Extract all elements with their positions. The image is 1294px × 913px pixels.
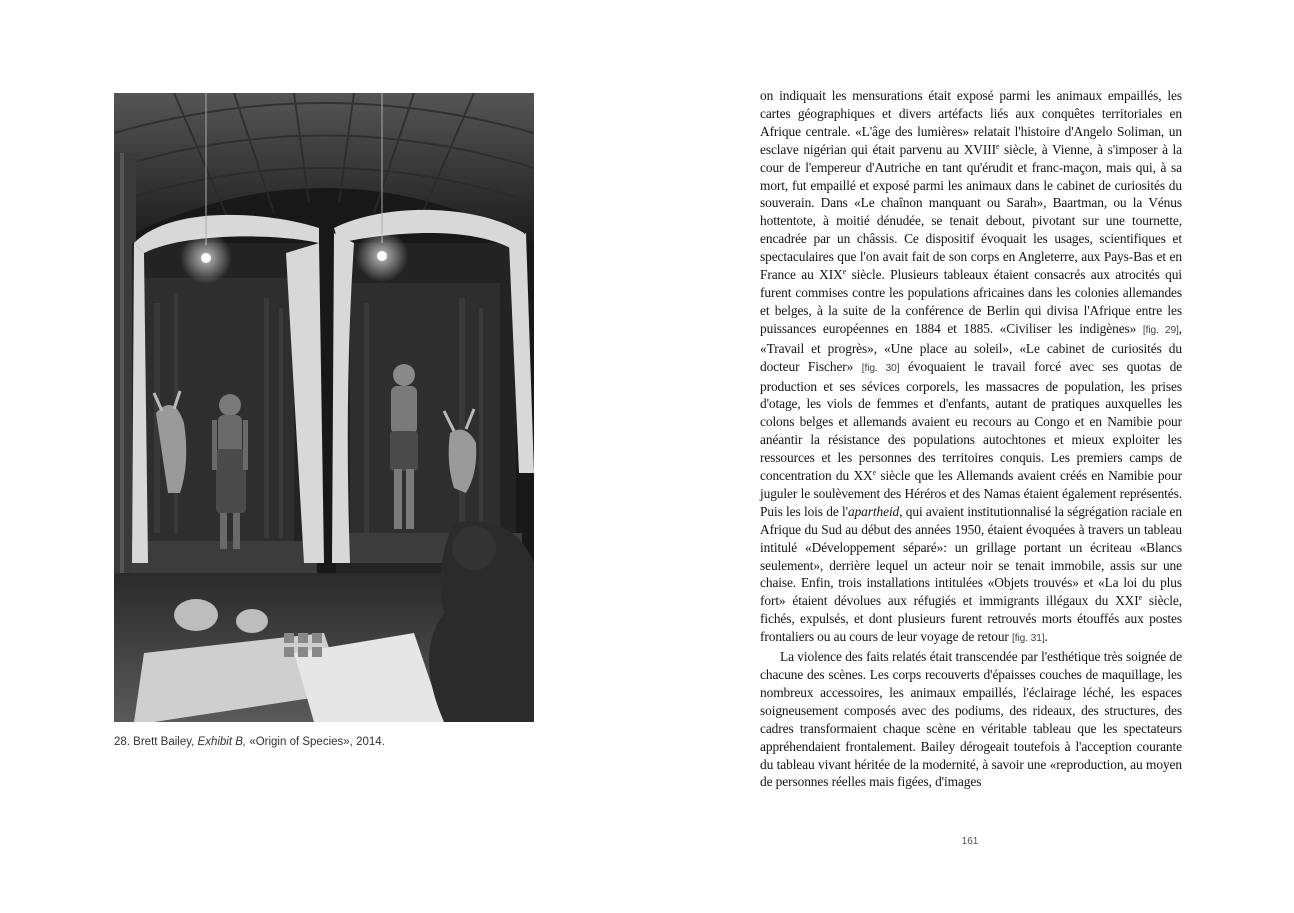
paragraph-2: La violence des faits relatés était transcendée par l'esthétique très soignée de chacune des scènes. Les corps recouverts d'épaisses couches de maquillage, les nombreux accessoires, les animaux empaillés, l'éclairage léché, les espaces soigneusement composés avec des podiums, des rideaux, des structures, des cadres transformaient chaque scène en véritable tableau que les spectateurs appréhendaient frontalement. Bailey dérogeait toutefois à l'acception courante du tableau vivant héritée de la modernité, à savoir une «reproduction, au moyen de personnes réelles mais figées, d'images [760, 649, 1182, 790]
page-number: 161 [961, 836, 979, 847]
caption-title: Exhibit B, [197, 736, 247, 748]
superscript: e [995, 141, 1000, 151]
italic-term: apartheid [847, 503, 900, 519]
text-run: siècle, fichés, expulsés, et dont plusieurs furent retrouvés morts étouffés aux postes frontaliers ou au cours de leur voyage de retour [760, 593, 1182, 645]
figure-reference[interactable]: [fig. 29] [1142, 324, 1179, 336]
text-run: siècle que les Allemands avaient créés en Namibie pour juguler le soulèvement des Héréros et des Namas étaient également représentés. Puis les lois de l' [760, 468, 1182, 519]
superscript: e [872, 468, 877, 478]
text-run: . [1044, 629, 1048, 645]
text-run: , qui avaient institutionnalisé la ségrégation raciale en Afrique du Sud au début des années 1950, étaient évoquées à travers un tableau intitulé «Développement séparé»: un grillage portant un écriteau «Blancs seulement», derrière lequel un acteur noir se tenait immobile, assis sur une chaise. Enfin, trois installations intitulées «Objets trouvés» et «La loi du plus fort» étaient dévolues aux réfugiés et immigrants illégaux du XXI [760, 503, 1182, 609]
figure-caption [114, 736, 534, 748]
figure-reference[interactable]: [fig. 30] [861, 362, 900, 374]
text-run: on indiquait les mensurations était exposé parmi les animaux empaillés, les cartes géographiques et divers artéfacts liés aux conquêtes territoriales en Afrique centrale. «L'âge des lumières» relatait l'histoire d'Angelo Soliman, un esclave nigérian qui était parvenu au XVIII [760, 88, 1182, 157]
paragraph-1 [760, 87, 1182, 648]
caption-rest: «Origin of Species», 2014. [249, 736, 385, 748]
superscript: e [842, 267, 847, 277]
figure-reference[interactable]: [fig. 31] [1012, 633, 1045, 645]
text-run: siècle, à Vienne, à s'imposer à la cour de l'empereur d'Autriche en tant qu'érudit et franc-maçon, mais qui, à sa mort, fut empaillé et exposé parmi les animaux dans le cabinet de curiosités du souverain. Dans «Le chaînon manquant ou Sarah», Baartman, ou la Vénus hottentote, à moitié dénudée, se tenait debout, pivotant sur une tournette, encadrée par un châssis. Ce dispositif évoquait les usages, scientifiques et spectaculaires que l'on avait fait de son corps en Angleterre, aux Pays-Bas et en France au XIX [760, 141, 1183, 283]
text-run: siècle. Plusieurs tableaux étaient consacrés aux atrocités qui furent commises contre les populations africaines dans les colonies allemandes et belges, à la suite de la conférence de Berlin qui divisa l'Afrique entre les puissances européennes en 1884 et 1885. «Civiliser les indigènes» [760, 267, 1182, 336]
exhibit-photo [114, 93, 534, 722]
text-run: évoquaient le travail forcé avec ses quotas de production et ses sévices corporels, les massacres de population, les prises d'otage, les viols de femmes et d'enfants, autant de pratiques auxquelles les colons belges et allemands avaient eu recours au Congo et en Namibie pour anéantir la résistance des populations autochtones et mieux exploiter les ressources et les personnes des territoires conquis. Les premiers camps de concentration du XX [760, 358, 1183, 484]
caption-number: 28. Brett Bailey, [114, 736, 195, 748]
text-run: , «Travail et progrès», «Une place au soleil», «Le cabinet de curiosités du docteur Fischer» [760, 320, 1182, 374]
superscript: e [1138, 593, 1143, 603]
exhibit-photo-illustration [114, 93, 534, 722]
body-text [760, 87, 1182, 791]
